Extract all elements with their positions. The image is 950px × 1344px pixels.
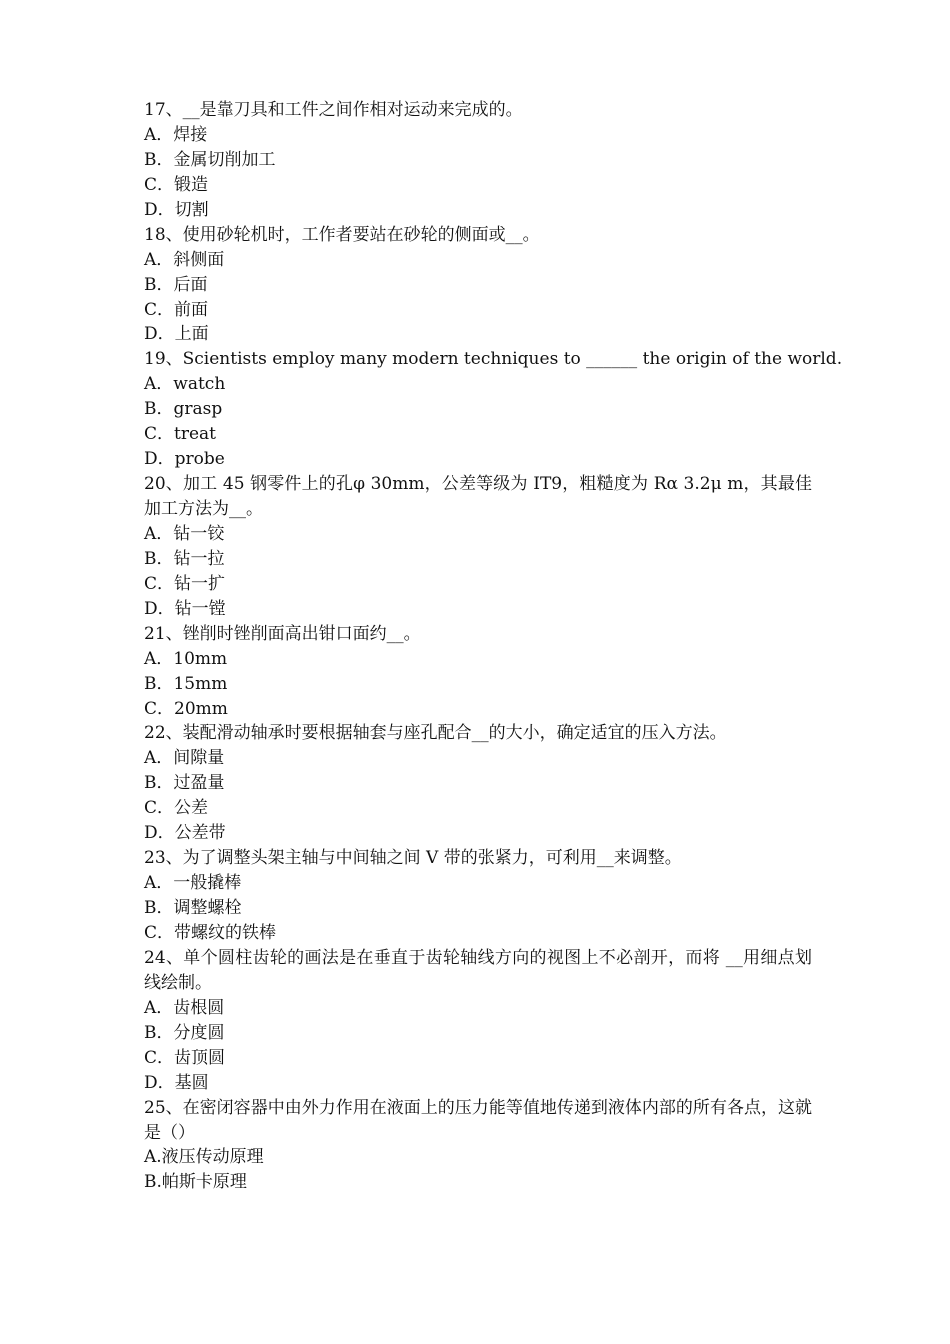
question-21: 21、锉削时锉削面高出钳口面约__。 (144, 623, 421, 644)
option-21-a: A．10mm (144, 648, 228, 669)
option-17-c: C．锻造 (144, 174, 209, 195)
option-23-a: A．一般撬棒 (144, 873, 242, 894)
option-18-c: C．前面 (144, 299, 209, 320)
question-25: 25、在密闭容器中由外力作用在液面上的压力能等值地传递到液体内部的所有各点，这就是（） (144, 1097, 812, 1143)
question-20: 20、加工 45 钢零件上的孔φ 30mm，公差等级为 IT9，粗糙度为 Rα 3.2μ m，其最佳加工方法为__。 (144, 474, 812, 520)
option-22-b: B．过盈量 (144, 773, 225, 794)
question-23: 23、为了调整头架主轴与中间轴之间 V 带的张紧力，可利用__来调整。 (144, 848, 682, 869)
question-19: 19、Scientists employ many modern techniques to ______ the origin of the world. (144, 349, 843, 370)
option-23-c: C．带螺纹的铁棒 (144, 922, 277, 943)
option-18-b: B．后面 (144, 274, 208, 295)
option-25-b: B.帕斯卡原理 (144, 1172, 247, 1193)
option-22-c: C．公差 (144, 798, 209, 819)
option-19-b: B．grasp (144, 399, 223, 420)
question-24: 24、单个圆柱齿轮的画法是在垂直于齿轮轴线方向的视图上不必剖开，而将 __用细点划线绘制。 (144, 947, 812, 993)
question-17: 17、__是靠刀具和工件之间作相对运动来完成的。 (144, 100, 523, 120)
option-25-a: A.液压传动原理 (144, 1147, 264, 1168)
option-23-b: B．调整螺栓 (144, 898, 242, 919)
option-22-a: A．间隙量 (144, 748, 225, 769)
option-17-b: B．金属切削加工 (144, 149, 276, 170)
option-17-a: A．焊接 (144, 124, 208, 145)
question-18: 18、使用砂轮机时，工作者要站在砂轮的侧面或__。 (144, 224, 540, 245)
option-19-d: D．probe (144, 449, 225, 470)
option-17-d: D．切割 (144, 199, 209, 220)
question-22: 22、装配滑动轴承时要根据轴套与座孔配合__的大小，确定适宜的压入方法。 (144, 723, 727, 744)
option-24-d: D．基圆 (144, 1072, 209, 1093)
option-24-a: A．齿根圆 (144, 997, 225, 1018)
option-20-a: A．钻一铰 (144, 523, 225, 544)
option-18-d: D．上面 (144, 324, 209, 345)
option-19-c: C．treat (144, 424, 216, 445)
option-24-b: B．分度圆 (144, 1022, 225, 1043)
option-24-c: C．齿顶圆 (144, 1047, 226, 1068)
option-21-b: B．15mm (144, 673, 228, 694)
option-20-c: C．钻一扩 (144, 573, 226, 594)
option-19-a: A．watch (144, 374, 226, 395)
option-20-d: D．钻一镗 (144, 598, 226, 619)
option-22-d: D．公差带 (144, 823, 226, 844)
document-page (144, 98, 843, 1195)
option-20-b: B．钻一拉 (144, 548, 225, 569)
option-21-c: C．20mm (144, 698, 228, 719)
option-18-a: A．斜侧面 (144, 249, 225, 270)
